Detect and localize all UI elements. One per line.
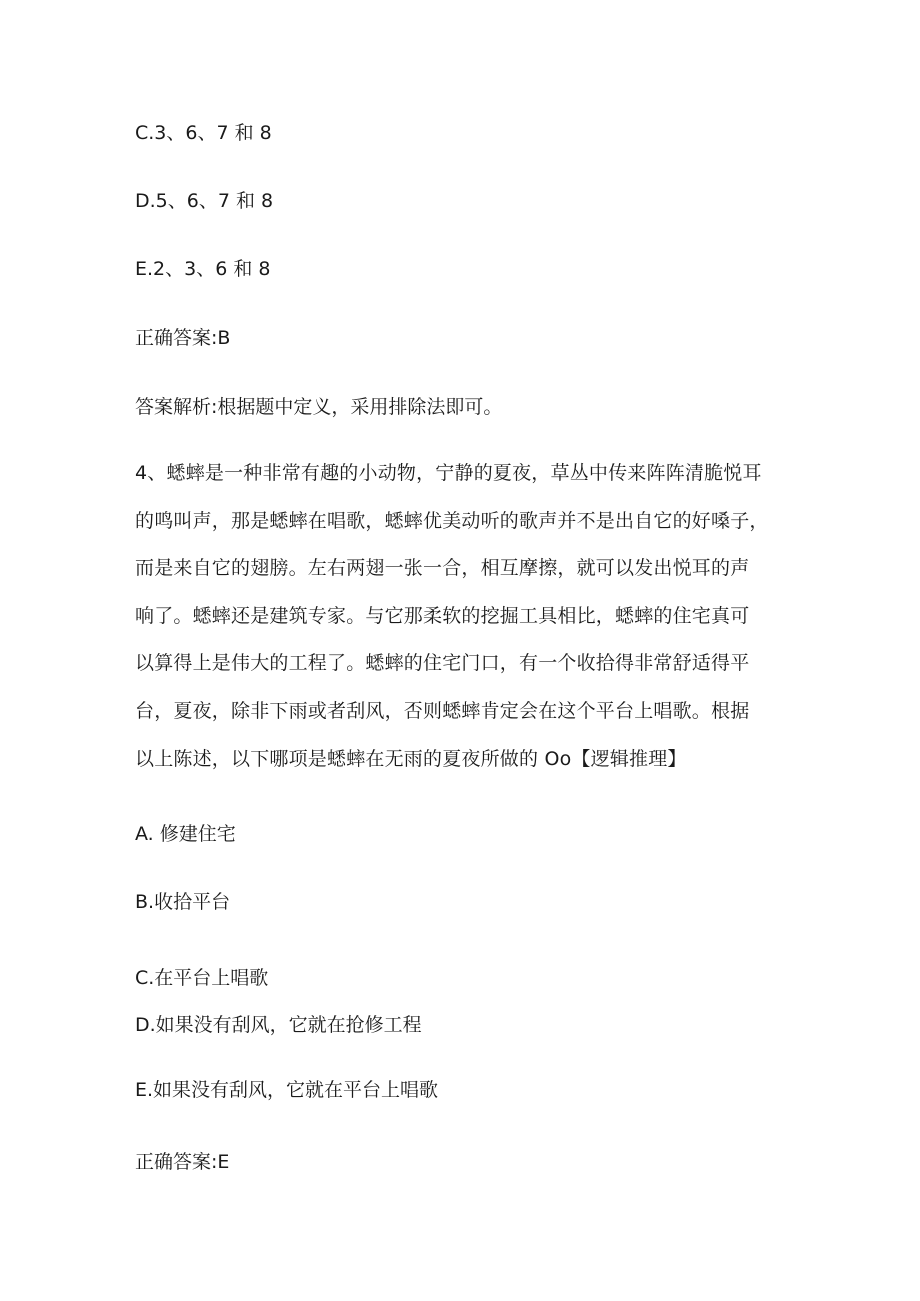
- q3-answer-analysis: 答案解析:根据题中定义，采用排除法即可。: [135, 396, 503, 418]
- q3-option-c: C.3、6、7 和 8: [135, 122, 272, 144]
- q4-option-d: D.如果没有刮风，它就在抢修工程: [135, 1014, 422, 1036]
- q3-option-d: D.5、6、7 和 8: [135, 190, 274, 212]
- q4-stem-line: 4、蟋蟀是一种非常有趣的小动物，宁静的夏夜，草丛中传来阵阵清脆悦耳: [135, 462, 762, 484]
- q3-correct-answer: 正确答案:B: [135, 327, 231, 349]
- q4-option-c: C.在平台上唱歌: [135, 967, 269, 989]
- q4-option-e: E.如果没有刮风，它就在平台上唱歌: [135, 1079, 439, 1101]
- q4-stem-line: 以上陈述，以下哪项是蟋蟀在无雨的夏夜所做的 Oo【逻辑推理】: [135, 747, 687, 770]
- q3-option-e: E.2、3、6 和 8: [135, 258, 271, 280]
- q4-question-stem: [135, 450, 785, 783]
- q4-stem-line: 的鸣叫声，那是蟋蟀在唱歌，蟋蟀优美动听的歌声并不是出自它的好嗓子，: [135, 509, 769, 532]
- q4-option-a: A. 修建住宅: [135, 823, 236, 845]
- q4-stem-line: 而是来自它的翅膀。左右两翅一张一合，相互摩擦，就可以发出悦耳的声: [135, 557, 750, 580]
- q4-option-b: B.收拾平台: [135, 891, 231, 913]
- q4-stem-line: 台，夏夜，除非下雨或者刮风，否则蟋蟀肯定会在这个平台上唱歌。根据: [135, 699, 750, 722]
- q4-stem-line: 响了。蟋蟀还是建筑专家。与它那柔软的挖掘工具相比，蟋蟀的住宅真可: [135, 604, 750, 627]
- q4-correct-answer: 正确答案:E: [135, 1151, 230, 1173]
- q4-stem-line: 以算得上是伟大的工程了。蟋蟀的住宅门口，有一个收拾得非常舒适得平: [135, 652, 750, 675]
